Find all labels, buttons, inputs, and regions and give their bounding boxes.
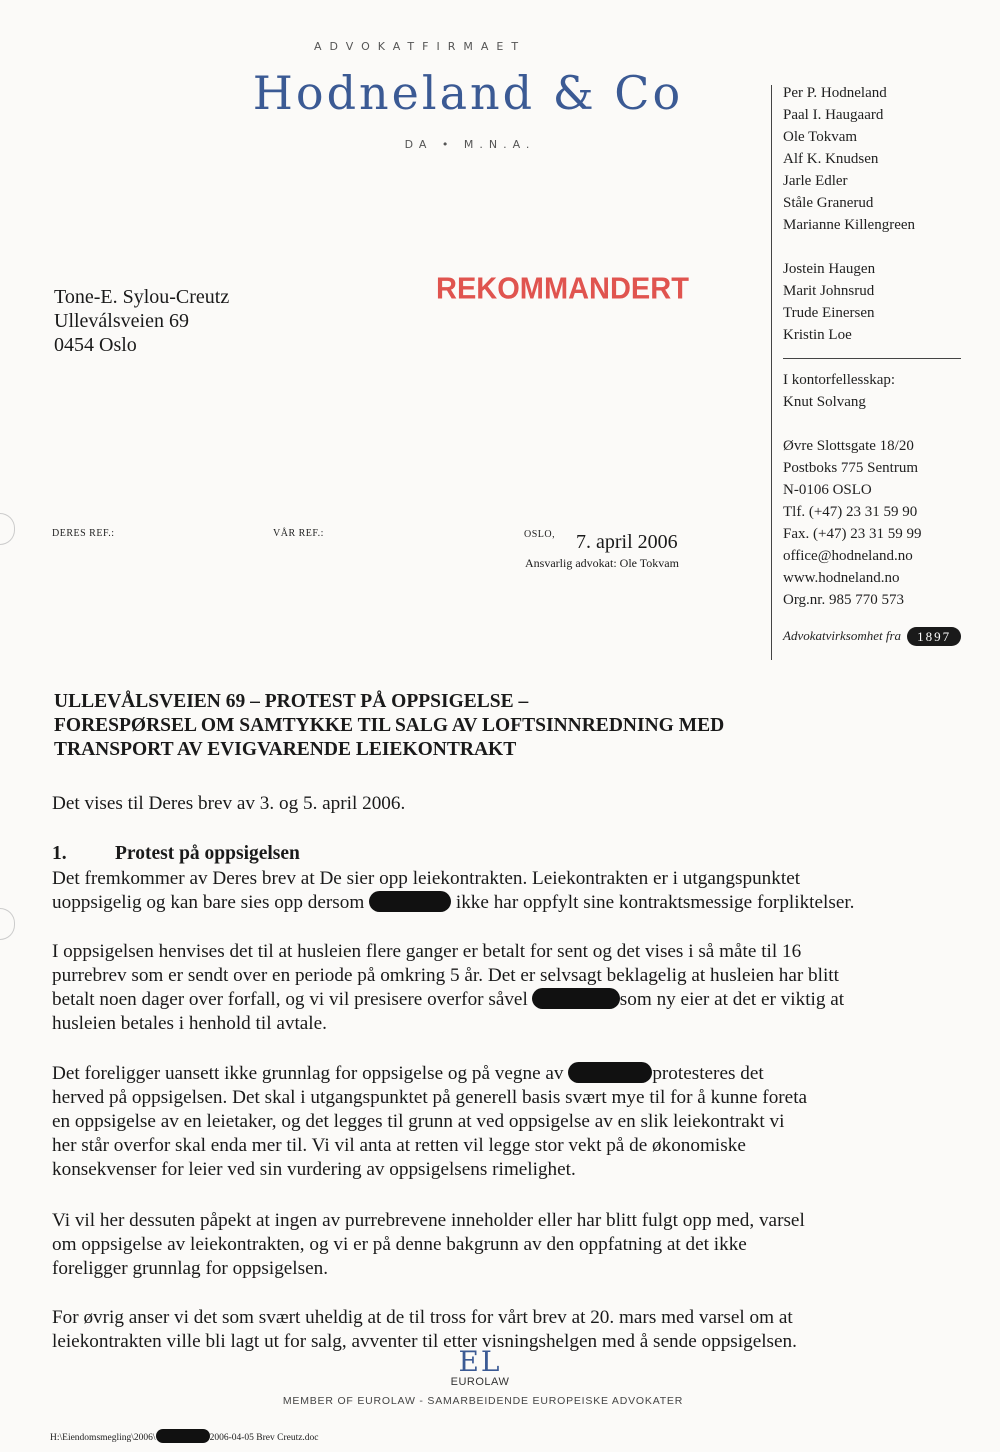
firm-suffix: DA • M.N.A. <box>404 138 536 151</box>
fax-number: Fax. (+47) 23 31 59 99 <box>783 526 922 542</box>
partner-name: Paal I. Haugaard <box>783 107 884 123</box>
text-line <box>52 1062 932 1086</box>
text-line: Vi vil her dessuten påpekt at ingen av purrebrevene inneholder eller har blitt fulgt opp med, varsel <box>52 1210 805 1231</box>
redaction-mark <box>156 1429 210 1443</box>
shared-office-name: Knut Solvang <box>783 394 866 410</box>
partner-list <box>783 82 993 236</box>
associate-name: Kristin Loe <box>783 327 852 343</box>
recipient-city: 0454 Oslo <box>54 334 137 356</box>
membership-line: MEMBER OF EUROLAW - SAMARBEIDENDE EUROPEISKE ADVOKATER <box>282 1395 684 1407</box>
established-text: Advokatvirksomhet fra <box>783 628 902 643</box>
city-label: OSLO, <box>524 529 556 540</box>
email-address: office@hodneland.no <box>783 548 913 564</box>
phone-number: Tlf. (+47) 23 31 59 90 <box>783 504 918 520</box>
text-line: om oppsigelse av leiekontrakten, og vi er på denne bakgrunn av den oppfatning at det ikke <box>52 1234 747 1255</box>
partner-name: Marianne Killengreen <box>783 217 916 233</box>
text-span: som ny eier at det er viktig at <box>619 989 845 1010</box>
punch-hole <box>0 908 15 940</box>
text-line <box>52 891 932 915</box>
shared-office-label: I kontorfellesskap: <box>783 372 896 388</box>
paragraph <box>52 940 932 1036</box>
partner-name: Per P. Hodneland <box>783 85 887 101</box>
redaction-mark <box>369 891 451 912</box>
eurolaw-wordmark: EUROLAW <box>450 1376 510 1388</box>
firm-address <box>783 435 993 611</box>
section-title: Protest på oppsigelsen <box>115 843 300 864</box>
address-line: N-0106 OSLO <box>783 482 872 498</box>
letter-date: 7. april 2006 <box>576 531 678 553</box>
text-span: betalt noen dager over forfall, og vi vil presisere overfor såvel <box>52 989 528 1010</box>
text-line: foreligger grunnlag for oppsigelsen. <box>52 1258 329 1279</box>
associate-name: Jostein Haugen <box>783 261 876 277</box>
text-span: protesteres det <box>652 1063 764 1084</box>
associate-name: Marit Johnsrud <box>783 283 875 299</box>
firm-sidebar <box>783 82 993 647</box>
associate-name: Trude Einersen <box>783 305 875 321</box>
firm-prefix: ADVOKATFIRMAET <box>313 40 527 53</box>
established-line <box>783 625 993 647</box>
firm-name: Hodneland & Co <box>252 66 684 120</box>
our-ref-label: VÅR REF.: <box>273 528 324 539</box>
address-line: Øvre Slottsgate 18/20 <box>783 438 914 454</box>
file-path-start: H:\Eiendomsmegling\2006\ <box>50 1433 156 1443</box>
associate-list <box>783 258 993 346</box>
partner-name: Alf K. Knudsen <box>783 151 879 167</box>
text-line: For øvrig anser vi det som svært uheldig at de til tross for vårt brev at 20. mars med varsel om at <box>52 1307 793 1328</box>
redaction-mark <box>568 1062 652 1083</box>
partner-name: Ole Tokvam <box>783 129 858 145</box>
text-line: husleien betales i henhold til avtale. <box>52 1013 327 1034</box>
paragraph <box>52 1062 932 1182</box>
responsible-lawyer: Ansvarlig advokat: Ole Tokvam <box>525 556 679 570</box>
text-line: konsekvenser for leier ved sin vurdering av oppsigelsens rimelighet. <box>52 1159 576 1180</box>
recipient-name: Tone-E. Sylou-Creutz <box>54 286 230 308</box>
text-line: leiekontrakten ville bli lagt ut for salg, avventer til etter visningshelgen med å sende oppsigelsen. <box>52 1331 797 1352</box>
subject-line: ULLEVÅLSVEIEN 69 – PROTEST PÅ OPPSIGELSE – <box>54 691 529 712</box>
website: www.hodneland.no <box>783 570 900 586</box>
address-line: Postboks 775 Sentrum <box>783 460 919 476</box>
file-path <box>50 1429 319 1443</box>
paragraph <box>52 867 932 915</box>
section-heading <box>52 843 300 865</box>
partner-name: Ståle Granerud <box>783 195 874 211</box>
established-year-badge: 1897 <box>907 627 961 646</box>
paragraph <box>52 1209 932 1281</box>
punch-hole <box>0 513 15 545</box>
recipient-address <box>54 285 229 357</box>
eurolaw-mark: EL <box>458 1345 502 1378</box>
text-span: Det foreligger uansett ikke grunnlag for oppsigelse og på vegne av <box>52 1063 564 1084</box>
shared-office <box>783 369 993 413</box>
text-span: uoppsigelig og kan bare sies opp dersom <box>52 892 365 913</box>
your-ref-label: DERES REF.: <box>52 528 115 539</box>
sidebar-rule <box>783 358 961 359</box>
sidebar-divider <box>771 85 772 660</box>
redaction-mark <box>532 988 620 1009</box>
text-line: I oppsigelsen henvises det til at husleien flere ganger er betalt for sent og det vises i så måte til 16 <box>52 941 802 962</box>
file-path-end: 2006-04-05 Brev Creutz.doc <box>209 1433 319 1443</box>
text-line: her står overfor skal enda mer til. Vi vil anta at retten vil legge stor vekt på de økonomiske <box>52 1135 746 1156</box>
intro-paragraph: Det vises til Deres brev av 3. og 5. april 2006. <box>52 793 406 814</box>
letter-subject <box>54 690 814 762</box>
text-line: en oppsigelse av en leietaker, og det legges til grunn at ved oppsigelse av en slik leiekontrakt vi <box>52 1111 785 1132</box>
text-line: Det fremkommer av Deres brev at De sier opp leiekontrakten. Leiekontrakten er i utgangspunktet <box>52 868 801 889</box>
partner-name: Jarle Edler <box>783 173 848 189</box>
registered-stamp: REKOMMANDERT <box>436 272 689 306</box>
text-line: purrebrev som er sendt over en periode på omkring 5 år. Det er selvsagt beklagelig at husleien har blitt <box>52 965 839 986</box>
text-line <box>52 988 932 1012</box>
subject-line: TRANSPORT AV EVIGVARENDE LEIEKONTRAKT <box>54 739 517 760</box>
recipient-street: Ulleválsveien 69 <box>54 310 189 332</box>
subject-line: FORESPØRSEL OM SAMTYKKE TIL SALG AV LOFTSINNREDNING MED <box>54 715 725 736</box>
text-line: herved på oppsigelsen. Det skal i utgangspunktet på generell basis svært mye til for å kunne foreta <box>52 1087 808 1108</box>
section-number: 1. <box>52 843 67 864</box>
org-number: Org.nr. 985 770 573 <box>783 592 904 608</box>
text-span: ikke har oppfylt sine kontraktsmessige forpliktelser. <box>455 892 855 913</box>
eurolaw-logo <box>430 1345 530 1388</box>
